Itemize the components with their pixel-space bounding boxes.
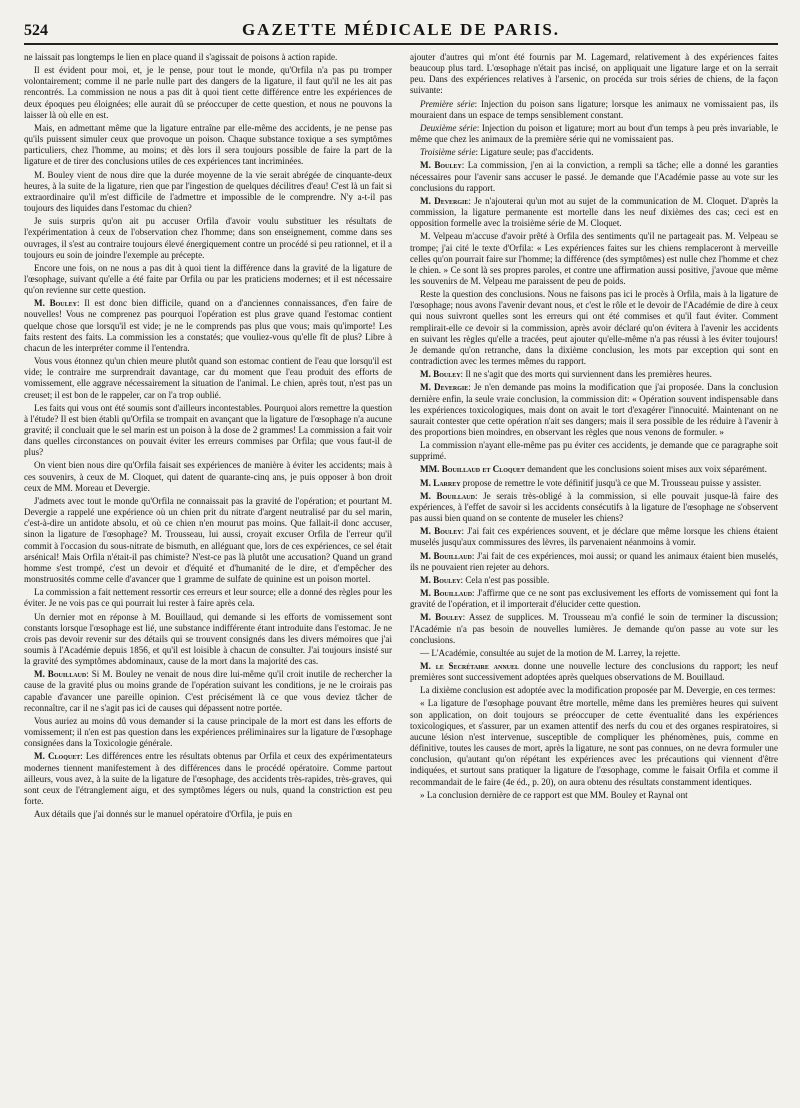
paragraph-text: : Assez de supplices. M. Trousseau m'a confié le soin de terminer la discussion; l'Académie n'a pas besoin de nouvelles lumières. Je demande qu'on passe au vote sur les conclusions. [410,612,778,645]
paragraph [24,669,392,714]
page-header [24,14,778,45]
paragraph-text: : Ligature seule; pas d'accidents. [475,147,594,158]
paragraph-text: Aux détails que j'ai donnés sur le manuel opératoire d'Orfila, je puis en [34,809,293,820]
paragraph-text: On vient bien nous dire qu'Orfila faisait ses expériences de manière à éviter les accidents; mais à ces souvenirs, à ceux de M. Cloquet, qui datent de quarante-cinq ans, je puis opposer à bon droit ceux de MM. Moreau et Devergie. [24,460,392,493]
speaker-name: M. Bouley [420,369,461,380]
paragraph-text: : Il est donc bien difficile, quand on a d'anciennes connaissances, d'en faire de nouvelles! Vous ne comprenez pas pourquoi l'opération est plus grave quand l'estomac contient quelque chose que lorsqu'il est vide; je ne le comprends pas plus que vous; mais qu'importe! Les faits restent des faits. La commission les a constatés; que vouliez-vous qu'elle fît de plus? Libre à chacun de les interpréter comme il l'entendra. [24,298,392,353]
paragraph-text: : J'affirme que ce ne sont pas exclusivement les efforts de vomissement qui font la gravité de l'opération, et il importerait d'élucider cette question. [410,588,778,610]
left-column [24,52,392,1102]
right-column [410,52,778,1102]
paragraph-text: : J'ai fait ces expériences souvent, et je déclare que même lorsque les chiens étaient muselés jusqu'aux commissures des lèvres, ils parvenaient néanmoins à vomir. [410,526,778,548]
paragraph [410,478,778,489]
paragraph [24,460,392,493]
paragraph [24,356,392,401]
paragraph-text: Vous auriez au moins dû vous demander si la cause principale de la mort est dans les efforts de vomissement; il n'en est pas question dans les expériences préliminaires sur la ligature de l'œsophage consignées dans la Toxicologie générale. [24,715,392,749]
paragraph [24,52,392,63]
paragraph-text: : J'ai fait de ces expériences, moi aussi; or quand les animaux étaient bien muselés, ils ne pouvaient rien rejeter au dehors. [410,550,778,572]
paragraph-text: M. Velpeau m'accuse d'avoir prêté à Orfila des sentiments qu'il ne partageait pas. M. Velpeau se trompe; j'ai cité le texte d'Orfila: « Les expériences faites sur les chiens remplaceront à merveille celles qu'on pourrait faire sur l'homme; la différence (des symptômes) est nulle chez l'homme et chez le chien. » Ce sont là ses propres paroles, et contre une affirmation aussi positive, j'avoue que même les souvenirs de M. Velpeau me paraissent de peu de poids. [410,231,778,286]
paragraph-text: La commission n'ayant elle-même pas pu éviter ces accidents, je demande que ce paragraphe soit supprimé. [410,440,778,462]
paragraph [24,216,392,261]
paragraph [410,464,778,475]
paragraph-text: : Injection du poison et ligature; mort au bout d'un temps à peu près invariable, le même que chez les animaux de la première série qui ne vomissaient pas. [410,122,778,145]
speaker-name: M. Bouley [420,526,462,537]
paragraph [24,612,392,668]
speaker-name: M. Bouley [34,298,77,309]
text-columns [24,52,778,1102]
paragraph-text: Les faits qui vous ont été soumis sont d'ailleurs incontestables. Pourquoi alors remettre la question à l'étude? Il est bien établi qu'Orfila se trompait en avançant que la ligature de l'œsophage n'a aucune gravité; il concluait que le sel marin est un poison à la dose de 2 grammes! La commission a fait voir dans quelles circonstances on pouvait éviter les erreurs commises par Orfila; que vous faut-il de plus? [24,402,392,458]
paragraph-text: ne laissait pas longtemps le lien en place quand il s'agissait de poisons à action rapide. [24,52,338,62]
paragraph [410,612,778,645]
paragraph [410,231,778,287]
paragraph [410,440,778,462]
paragraph [24,123,392,168]
paragraph-text: La commission a fait nettement ressortir ces erreurs et leur source; elle a donné des règles pour les éviter. Je ne vois pas ce qui pourrait lui rester à faire après cela. [24,587,392,609]
paragraph-text: : Je serais très-obligé à la commission, si elle pouvait jusque-là faire des expériences, à l'effet de savoir si les accidents consécutifs à la ligature de l'œsophage ne s'observent pas aussi bien quand on se contente de museler les chiens? [410,490,778,524]
series-label: Troisième série [420,147,476,158]
paragraph [24,751,392,807]
paragraph [410,698,778,787]
paragraph-text: ajouter d'autres qui m'ont été fournis par M. Lagemard, relativement à des expériences faites beaucoup plus tard. L'œsophage n'était pas incisé, on appliquait une ligature large et on la serrait peu. Dans des expériences relatives à l'arsenic, on procéda sur trois séries de chiens, de la façon suivante: [410,52,778,96]
paragraph-text: M. Bouley vient de nous dire que la durée moyenne de la vie serait abrégée de cinquante-deux heures, à la suite de la ligature, rien que par l'ingestion de quelques décilitres d'eau! C'est là un fait si extraordinaire qu'il m'est difficile de l'admettre et impossible de le comprendre. N'y a-t-il pas toujours des liquides dans l'estomac du chien? [24,169,392,214]
speaker-name: M. Bouley [420,574,461,585]
paragraph [410,575,778,586]
paragraph [410,491,778,524]
speaker-name: MM. Bouillaud et Cloquet [420,464,525,475]
paragraph [24,403,392,459]
speaker-name: M. Cloquet [34,751,81,762]
paragraph-text: propose de remettre le vote définitif jusqu'à ce que M. Trousseau puisse y assister. [460,477,762,488]
paragraph [410,661,778,683]
paragraph [24,263,392,296]
paragraph-text: : La commission, j'en ai la conviction, a rempli sa tâche; elle a donné les garanties nécessaires pour l'avenir sans accuser le passé. Je demande que l'Académie passe au vote sur les conclusions du rapport. [410,160,778,193]
paragraph [410,123,778,145]
paragraph [410,160,778,193]
paragraph-text: : Je n'ajouterai qu'un mot au sujet de la communication de M. Cloquet. D'après la commission, la ligature permanente est mortelle dans les neuf dixièmes des cas; ceci est en opposition formelle avec la troisième série de M. Cloquet. [410,195,778,229]
paragraph [24,65,392,121]
paragraph-text: : Cela n'est pas possible. [460,574,550,585]
paragraph [24,298,392,354]
paragraph-text: Il est évident pour moi, et, je le pense, pour tout le monde, qu'Orfila n'a pas pu tromper volontairement; comme il ne parle nulle part des dangers de la ligature, il faut qu'il ne les ait pas rencontrés. La commission ne nous a pas dit à quoi tient cette différence entre les expériences de deux époques peu éloignées; elle aurait dû se préoccuper de cette question, et nous ne pouvons la laisser là où elle en est. [24,65,392,120]
paragraph-text: Reste la question des conclusions. Nous ne faisons pas ici le procès à Orfila, mais à la ligature de l'œsophage; nous avons l'avenir devant nous, et c'est le rôle et le devoir de l'Académie de dire à ceux qui nous suivront quelles sont les erreurs qui ont été commises et qu'il faut éviter. Comment remplirait-elle ce devoir si la commission, après avoir déclaré qu'on évitera à l'avenir les accidents en suivant les règles qu'elle a tracées, peut ajouter qu'elle-même n'a pas réussi à les éviter toujours! Je demande qu'on retranche, dans la dixième conclusion, les mots par exception qui sont en contradiction avec les termes mêmes du rapport. [410,289,778,367]
paragraph-text: : Si M. Bouley ne venait de nous dire lui-même qu'il croit inutile de rechercher la cause de la gravité plus ou moins grande de l'opération suivant les conditions, je ne le croirais pas capable d'avancer une pareille opinion. C'est précisément là ce que vous deviez tâcher de reconnaître, car il ne s'agit pas ici de causes qui dépassent notre portée. [24,669,392,713]
paragraph [410,369,778,380]
paragraph [410,551,778,573]
paragraph-text: Encore une fois, on ne nous a pas dit à quoi tient la différence dans la gravité de la ligature de l'œsophage, suivant qu'elle a été faite par Orfila ou par les praticiens modernes; et il est nécessaire qu'on revienne sur cette question. [24,262,392,296]
paragraph-text: : Il ne s'agit que des morts qui surviennent dans les premières heures. [460,369,712,380]
paragraph [410,685,778,696]
paragraph-text: — L'Académie, consultée au sujet de la motion de M. Larrey, la rejette. [420,647,681,658]
page-number: 524 [24,22,48,39]
paragraph-text: J'admets avec tout le monde qu'Orfila ne connaissait pas la gravité de l'opération; et pourtant M. Devergie a rappelé une expérience où un chien prit du nitrate d'argent neutralisé par du sel marin, c'est-à-dire un antidote absolu, et où ce chien n'en mourut pas moins. Que fallait-il donc accuser, sinon la ligature de l'œsophage? M. Trousseau, lui aussi, croyait excuser Orfila de l'erreur qu'il commit à l'occasion du sous-nitrate de bismuth, en alléguant que, lors de ces expériences, ce sel était arsénical! Mais Orfila n'était-il pas chimiste? N'est-ce pas là plutôt une accusation? Quand un grand homme s'est trompé, c'est un devoir et d'équité et d'humanité de le dire, et d'empêcher des monstruosités comme celle d'avancer que 1 gramme de sulfate de quinine est un poison mortel. [24,495,392,585]
speaker-name: M. Bouillaud [420,550,472,561]
paragraph-text: Mais, en admettant même que la ligature entraîne par elle-même des accidents, je ne pense pas qu'ils puissent simuler ceux que provoque un poison. Chaque substance toxique a ses symptômes particuliers, chez l'homme, au moins; et dès lors il sera toujours possible de faire la part de la ligature et de tirer des conclusions utiles de ces expériences tant incriminées. [24,122,392,167]
paragraph [24,170,392,215]
paragraph-text: Un dernier mot en réponse à M. Bouillaud, qui demande si les efforts de vomissement sont constants lorsque l'œsophage est lié, une substance indifférente étant introduite dans l'estomac. Je ne crois pas devoir revenir sur des détails qui se trouvent consignés dans les divers mémoires que j'ai soumis à l'Académie depuis 1856, et qu'il est loisible à chacun de consulter. J'ai toujours insisté sur la gravité des symptômes abdominaux, cause de la mort dans la majorité des cas. [24,611,392,667]
paragraph [24,496,392,585]
series-label: Deuxième série [420,122,477,133]
speaker-name: M. Bouillaud [420,588,473,599]
speaker-name: M. Bouillaud [34,669,87,680]
series-label: Première série [420,98,475,109]
speaker-name: M. Bouley [420,160,462,171]
paragraph [410,289,778,367]
paragraph-text: : Injection du poison sans ligature; lorsque les animaux ne vomissaient pas, ils mouraient dans un espace de temps sensiblement constant. [410,98,778,120]
paragraph-text: La dixième conclusion est adoptée avec la modification proposée par M. Devergie, en ces termes: [420,685,776,696]
paragraph-text: : Les différences entre les résultats obtenus par Orfila et ceux des expérimentateurs modernes tiennent manifestement à des différences dans le procédé opératoire. Comme partout ailleurs, vous avez, à la suite de la ligature de l'œsophage, des accidents très-rapides, très-graves, qui sont ceux de l'étranglement aigu, et des symptômes légers ou nuls, quand la constriction est peu forte. [24,751,392,806]
paragraph [24,716,392,749]
paragraph-text: demandent que les conclusions soient mises aux voix séparément. [524,464,767,475]
paragraph [410,588,778,610]
paragraph [410,790,778,801]
paragraph [24,587,392,609]
paragraph [24,809,392,820]
paragraph [410,99,778,121]
paragraph [410,52,778,97]
paragraph [410,196,778,229]
speaker-name: M. Bouley [420,612,463,623]
paragraph-text: : Je n'en demande pas moins la modification que j'ai proposée. Dans la conclusion dernière enfin, la seule vraie conclusion, la commission dit: « Opération souvent indispensable dans les expériences toxicologiques, mais dont on avait le tort d'exagérer l'innocuité. Maintenant on ne saurait contester que cette opération n'ait ses dangers; mais il sera possible de les réduire à l'avenir à des proportions bien moindres, en observant les règles que nous venons de formuler. » [410,382,778,437]
paragraph-text: « La ligature de l'œsophage pouvant être mortelle, même dans les premières heures qui suivent son application, on doit toujours se préoccuper de cette éventualité dans les expériences toxicologiques, et s'assurer, par un examen attentif des nerfs du cou et des organes respiratoires, si aucune lésion n'est intervenue, susceptible de compliquer les phénomènes, puis, comme en définitive, toutes les causes de mort, après la ligature, ne sont pas connues, on ne devra formuler une conclusion, qu'autant qu'on répétant les expériences avec les précautions qui viennent d'être indiquées, et surtout sans pratiquer la ligature de l'œsophage, comme le faisait Orfila et comme il recommandait de le faire (4e éd., p. 20), on aura obtenu des résultats constamment identiques. [410,698,778,787]
paragraph-text: donne une nouvelle lecture des conclusions du rapport; les neuf premières sont successivement adoptées après quelques observations de M. Bouillaud. [410,660,778,683]
paragraph [410,526,778,548]
paragraph [410,382,778,438]
paragraph-text: » La conclusion dernière de ce rapport est que MM. Bouley et Raynal ont [420,789,688,800]
speaker-name: M. Bouillaud [420,490,475,501]
speaker-name: M. Devergie [420,382,469,393]
speaker-name: M. le Secrétaire annuel [420,660,519,671]
paragraph [410,147,778,158]
speaker-name: M. Devergie [420,195,469,206]
paragraph-text: Vous vous étonnez qu'un chien meure plutôt quand son estomac contient de l'eau que lorsqu'il est vide; le contraire me surprendrait davantage, car du moment que l'eau produit des efforts de vomissement, elle aggrave nécessairement la situation de l'animal. Le chien, après tout, n'est pas un creuset; il est bon de le rappeler, car on l'a trop oublié. [24,356,392,400]
running-title: GAZETTE MÉDICALE DE PARIS. [241,20,561,39]
paragraph-text: Je suis surpris qu'on ait pu accuser Orfila d'avoir voulu substituer les résultats de l'expérimentation à ceux de l'observation chez l'homme; dans son enseignement, comme dans ses ouvrages, il s'est au contraire toujours élevé énergiquement contre un procédé si peu rationnel, et il a toujours eu soin de joindre l'exemple au précepte. [24,216,392,260]
speaker-name: M. Larrey [420,477,461,488]
paragraph [410,648,778,659]
